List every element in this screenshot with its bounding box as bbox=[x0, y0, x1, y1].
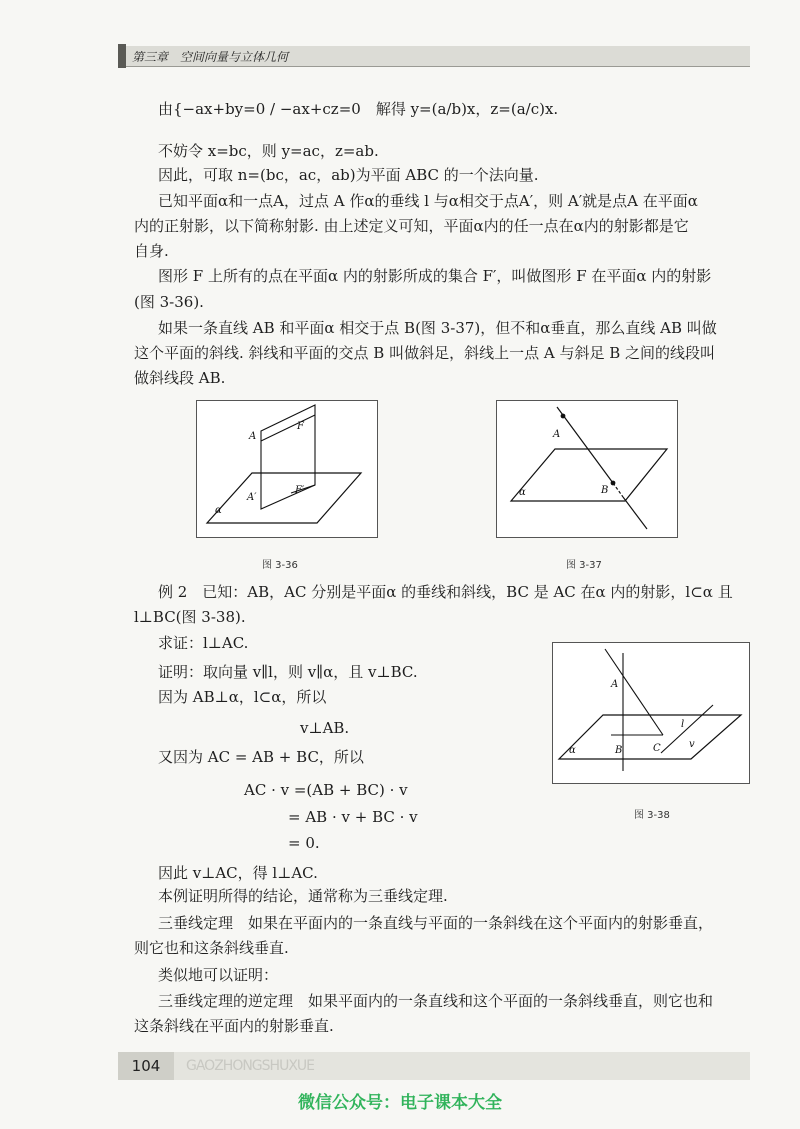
text-line: v⊥AB. bbox=[300, 719, 350, 737]
label-v: v bbox=[689, 739, 695, 750]
text-line: 内的正射影，以下简称射影. 由上述定义可知，平面α内的任一点在α内的射影都是它 bbox=[134, 217, 689, 235]
label-A: A bbox=[611, 679, 619, 690]
text-line: 图形 F 上所有的点在平面α 内的射影所成的集合 F′，叫做图形 F 在平面α 内的射影 bbox=[158, 267, 712, 285]
figure-caption: 图 3-36 bbox=[262, 560, 298, 571]
theorem-line: 这条斜线在平面内的射影垂直. bbox=[134, 1017, 334, 1035]
chapter-header-bar bbox=[118, 44, 126, 68]
theorem-line: 三垂线定理 如果在平面内的一条直线与平面的一条斜线在这个平面内的射影垂直， bbox=[158, 914, 714, 932]
figure-3-38 bbox=[552, 642, 750, 784]
text-line: 因此 v⊥AC，得 l⊥AC. bbox=[158, 864, 318, 882]
label-alpha: α bbox=[215, 505, 222, 516]
figure-F-shape bbox=[261, 405, 315, 509]
text-line: 类似地可以证明： bbox=[158, 966, 279, 984]
theorem-line: 三垂线定理的逆定理 如果平面内的一条直线和这个平面的一条斜线垂直，则它也和 bbox=[158, 992, 714, 1010]
text-line: 自身. bbox=[134, 242, 169, 260]
text-line: 已知平面α和一点A，过点 A 作α的垂线 l 与α相交于点A′，则 A′就是点A 在平面α bbox=[158, 192, 698, 210]
text-line: 不妨令 x=bc，则 y=ac，z=ab. bbox=[158, 142, 379, 160]
figure-caption: 图 3-37 bbox=[566, 560, 602, 571]
label-F: F bbox=[297, 421, 304, 432]
text-line: 如果一条直线 AB 和平面α 相交于点 B(图 3-37)，但不和α垂直，那么直线 AB 叫做 bbox=[158, 319, 717, 337]
text-line: 由{−ax+by=0 / −ax+cz=0 解得 y=(a/b)x，z=(a/c)x. bbox=[158, 100, 559, 118]
theorem-line: 则它也和这条斜线垂直. bbox=[134, 939, 289, 957]
figure-caption: 图 3-38 bbox=[634, 810, 670, 821]
footer-brand: GAOZHONGSHUXUE bbox=[186, 1058, 315, 1074]
wechat-watermark: 微信公众号：电子课本大全 bbox=[298, 1093, 502, 1113]
label-l: l bbox=[681, 719, 685, 730]
page-number: 104 bbox=[118, 1052, 174, 1080]
label-C: C bbox=[653, 743, 661, 754]
label-A: A bbox=[553, 429, 561, 440]
text-line: 证明：取向量 v∥l，则 v∥α，且 v⊥BC. bbox=[158, 663, 418, 681]
label-A: A bbox=[249, 431, 257, 442]
label-alpha: α bbox=[519, 487, 526, 498]
label-alpha: α bbox=[569, 745, 576, 756]
text-line: (图 3-36). bbox=[134, 293, 204, 311]
text-line: 因为 AB⊥α，l⊂α，所以 bbox=[158, 688, 327, 706]
text-line: 本例证明所得的结论，通常称为三垂线定理. bbox=[158, 887, 448, 905]
point-A bbox=[561, 414, 566, 419]
text-line: l⊥BC(图 3-38). bbox=[134, 608, 246, 626]
text-line: 因此，可取 n=(bc，ac，ab)为平面 ABC 的一个法向量. bbox=[158, 166, 539, 184]
figure-3-36 bbox=[196, 400, 378, 538]
text-line: 例 2 已知：AB，AC 分别是平面α 的垂线和斜线，BC 是 AC 在α 内的射影，l⊂α 且 bbox=[158, 583, 733, 601]
plane-alpha-shape bbox=[511, 449, 667, 501]
label-B: B bbox=[615, 745, 623, 756]
text-line: 这个平面的斜线. 斜线和平面的交点 B 叫做斜足，斜线上一点 A 与斜足 B 之间的线段叫 bbox=[134, 344, 716, 362]
text-line: 又因为 AC = AB + BC，所以 bbox=[158, 748, 364, 766]
label-F-prime: F′ bbox=[295, 485, 305, 496]
plane-alpha-shape bbox=[559, 715, 741, 759]
point-B bbox=[611, 481, 616, 486]
text-line: 做斜线段 AB. bbox=[134, 369, 226, 387]
label-A-prime: A′ bbox=[247, 492, 257, 503]
text-line: = AB · v + BC · v bbox=[288, 808, 418, 826]
chapter-title: 第三章 空间向量与立体几何 bbox=[132, 50, 289, 64]
text-line: AC · v =(AB + BC) · v bbox=[244, 781, 408, 799]
figure-3-37 bbox=[496, 400, 678, 538]
plane-alpha-shape bbox=[207, 473, 361, 523]
label-B: B bbox=[601, 485, 609, 496]
text-line: = 0. bbox=[288, 834, 320, 852]
text-line: 求证：l⊥AC. bbox=[158, 634, 249, 652]
